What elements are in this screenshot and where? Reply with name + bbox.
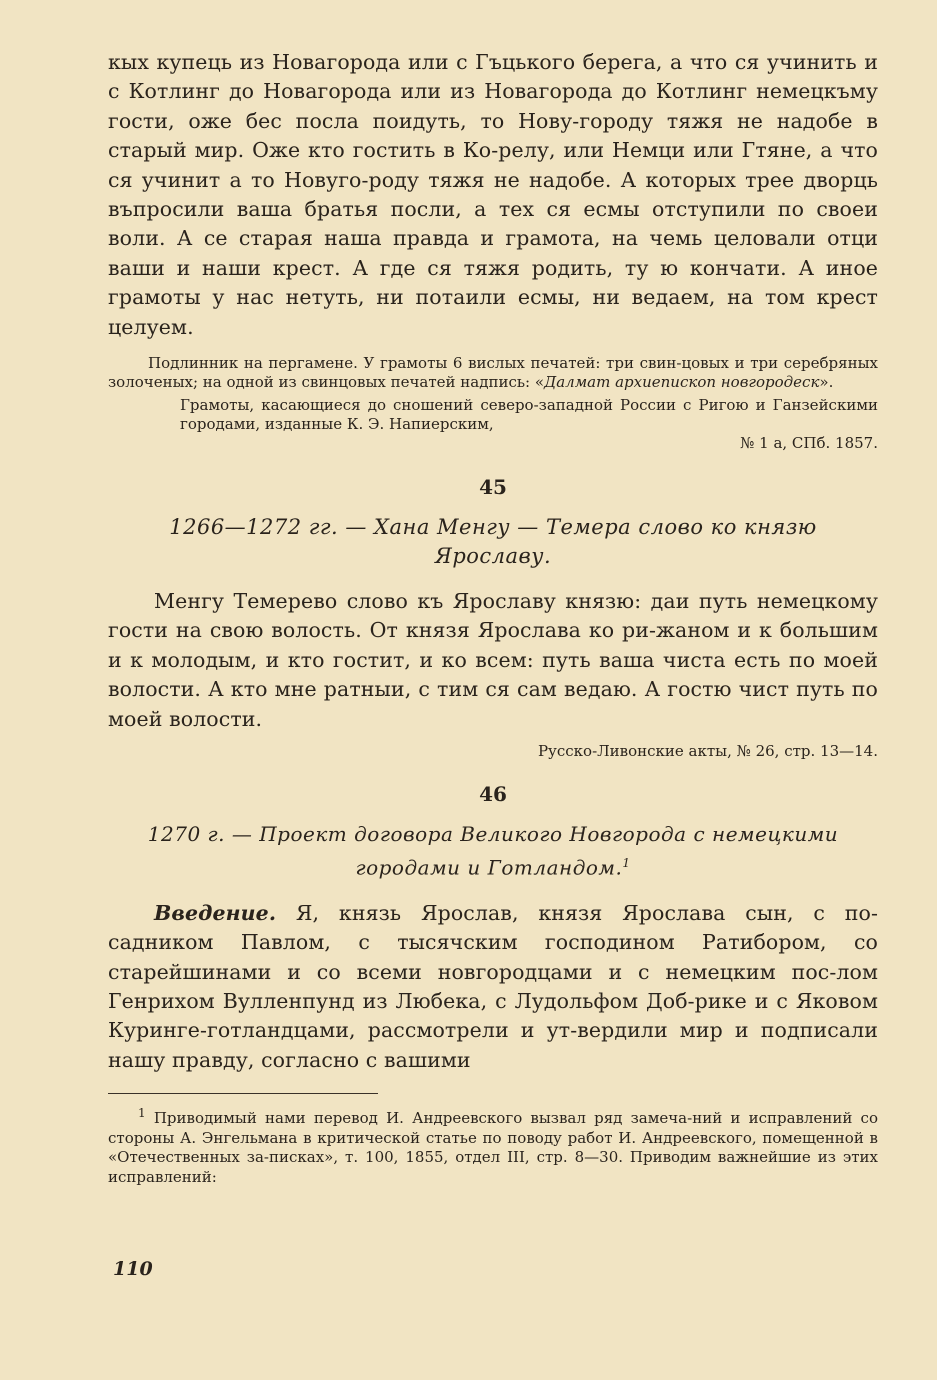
footnote-mark: 1 xyxy=(622,856,631,871)
footnote-text: Приводимый нами перевод И. Андреевского вызвал ряд замеча-ний и исправлений со стороны А. Энгельмана в критической статье по поводу работ И. Андреевского, помещенной в «Отечественных за-писках», т. 100, 1855, отдел III, стр. 8—30. Приводим важнейшие из этих исправлений: xyxy=(108,1109,878,1186)
document-body: Менгу Темерево слово къ Ярославу князю: даи путь немецкому гости на свою волость. От князя Ярослава ко ри-жаном и к большим и к молодым, и кто гостит, и ко всем: путь ваша чиста есть по моей волости. А кто мне ратныи, с тим ся сам ведаю. А гостю чист путь по моей волости. xyxy=(108,589,878,731)
intro-label: Введение. xyxy=(154,900,277,925)
document-body xyxy=(108,899,878,1075)
document-heading xyxy=(108,513,878,571)
heading-line: Ярославу. xyxy=(434,544,552,569)
seal-note xyxy=(108,354,878,392)
footnote xyxy=(108,1104,878,1187)
source-citation-44-end: № 1 а, СПб. 1857. xyxy=(740,434,878,453)
page-number: 110 xyxy=(113,1258,153,1280)
heading-line xyxy=(108,849,878,883)
document-heading xyxy=(108,820,878,883)
intro-text: Я, князь Ярослав, князя Ярослава сын, с по-садником Павлом, с тысячским господином Ратибором, со старейшинами и со всеми новгородцами и с немецким пос-лом Генрихом Вулленпунд из Любека, с Лудольфом Доб-рике и с Яковом Курингe-готландцами, рассмотрели и ут-вердили мир и подписали нашу правду, согласно с вашими xyxy=(108,900,878,1072)
document-number: 46 xyxy=(479,782,507,807)
heading-text: городами и Готландом. xyxy=(355,855,623,880)
document-45 xyxy=(108,475,878,760)
footnote-divider xyxy=(108,1093,378,1094)
heading-line: 1270 г. — Проект договора Великого Новгорода с немецкими xyxy=(147,822,839,847)
seal-note-text: Подлинник на пергамене. У грамоты 6 вислых печатей: три свин-цовых и три серебряных золоченых; на одной из свинцовых печатей надпись: « xyxy=(108,354,878,392)
page-body xyxy=(108,48,878,1187)
source-citation-44: Грамоты, касающиеся до сношений северо-западной России с Ригою и Ганзейскими городами, изданные К. Э. Напиерским, xyxy=(180,396,878,434)
document-46 xyxy=(108,782,878,1075)
heading-line: 1266—1272 гг. — Хана Менгу — Темера слово ко князю xyxy=(169,515,817,540)
document-number: 45 xyxy=(479,475,507,500)
footnote-mark: 1 xyxy=(138,1106,146,1121)
continued-treaty-text: кых купець из Новагорода или с Гъцького берега, а что ся учинить и с Котлинг до Новагорода или из Новагорода до Котлинг немецкъму гости, оже бес посла поидуть, то Нову-городу тяжя не надобе в старый мир. Оже кто гостить в Ко-релу, или Немци или Гтяне, а что ся учинит а то Новуго-роду тяжя не надобе. А которых трее дворць въпросили ваша братья посли, а тех ся есмы отступили по своеи воли. А се старая наша правда и грамота, на чемь целовали отци ваши и наши крест. А где ся тяжя родить, ту ю кончати. А иное грамоты у нас нетуть, ни потаили есмы, ни ведаем, на том крест целуем. xyxy=(108,50,878,339)
seal-note-end: ». xyxy=(819,373,834,392)
source-citation-45: Русско-Ливонские акты, № 26, стр. 13—14. xyxy=(537,742,878,761)
note-44 xyxy=(108,354,878,453)
seal-inscription: Далмат архиепископ новгородеск xyxy=(544,373,820,392)
